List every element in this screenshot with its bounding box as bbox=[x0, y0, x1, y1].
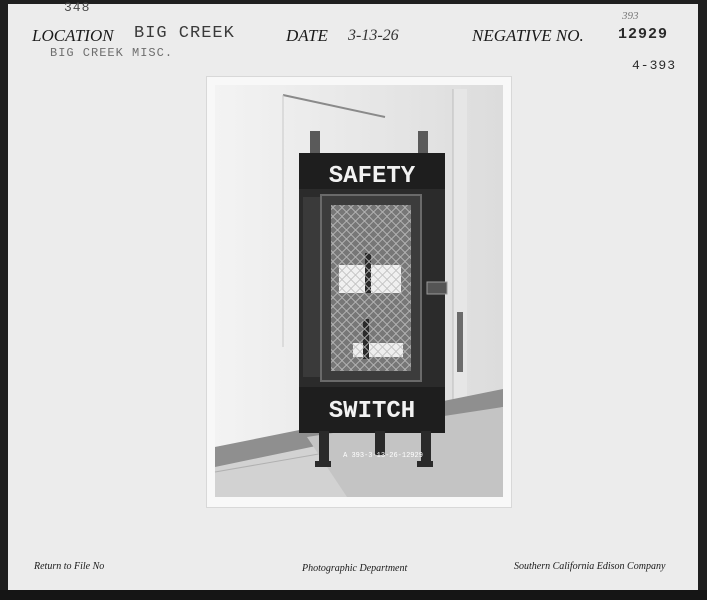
negative-label: NEGATIVE NO. bbox=[472, 26, 584, 45]
negative-subnumber: 4-393 bbox=[632, 58, 677, 73]
footer-company: Southern California Edison Company bbox=[514, 561, 666, 572]
location-subtext: BIG CREEK MISC. bbox=[50, 46, 174, 60]
footer-return-to-file: Return to File No bbox=[34, 561, 105, 572]
date-label: DATE bbox=[286, 26, 328, 45]
safety-switch-photo bbox=[207, 77, 511, 507]
bottom-film-edge bbox=[0, 590, 707, 600]
location-value: BIG CREEK bbox=[134, 24, 235, 43]
footer-department: Photographic Department bbox=[302, 563, 408, 574]
mounted-photograph bbox=[206, 76, 512, 508]
location-label: LOCATION bbox=[32, 26, 114, 45]
negative-number: 12929 bbox=[618, 26, 669, 43]
photo-plate-text: A 393-3-13-26-12929 bbox=[343, 452, 423, 460]
record-number: 348 bbox=[64, 0, 91, 15]
date-value: 3-13-26 bbox=[348, 27, 399, 44]
archive-card bbox=[8, 0, 698, 590]
sign-text-switch: SWITCH bbox=[328, 398, 416, 425]
sign-text-safety: SAFETY bbox=[328, 163, 416, 190]
negative-small-note: 393 bbox=[622, 10, 639, 22]
